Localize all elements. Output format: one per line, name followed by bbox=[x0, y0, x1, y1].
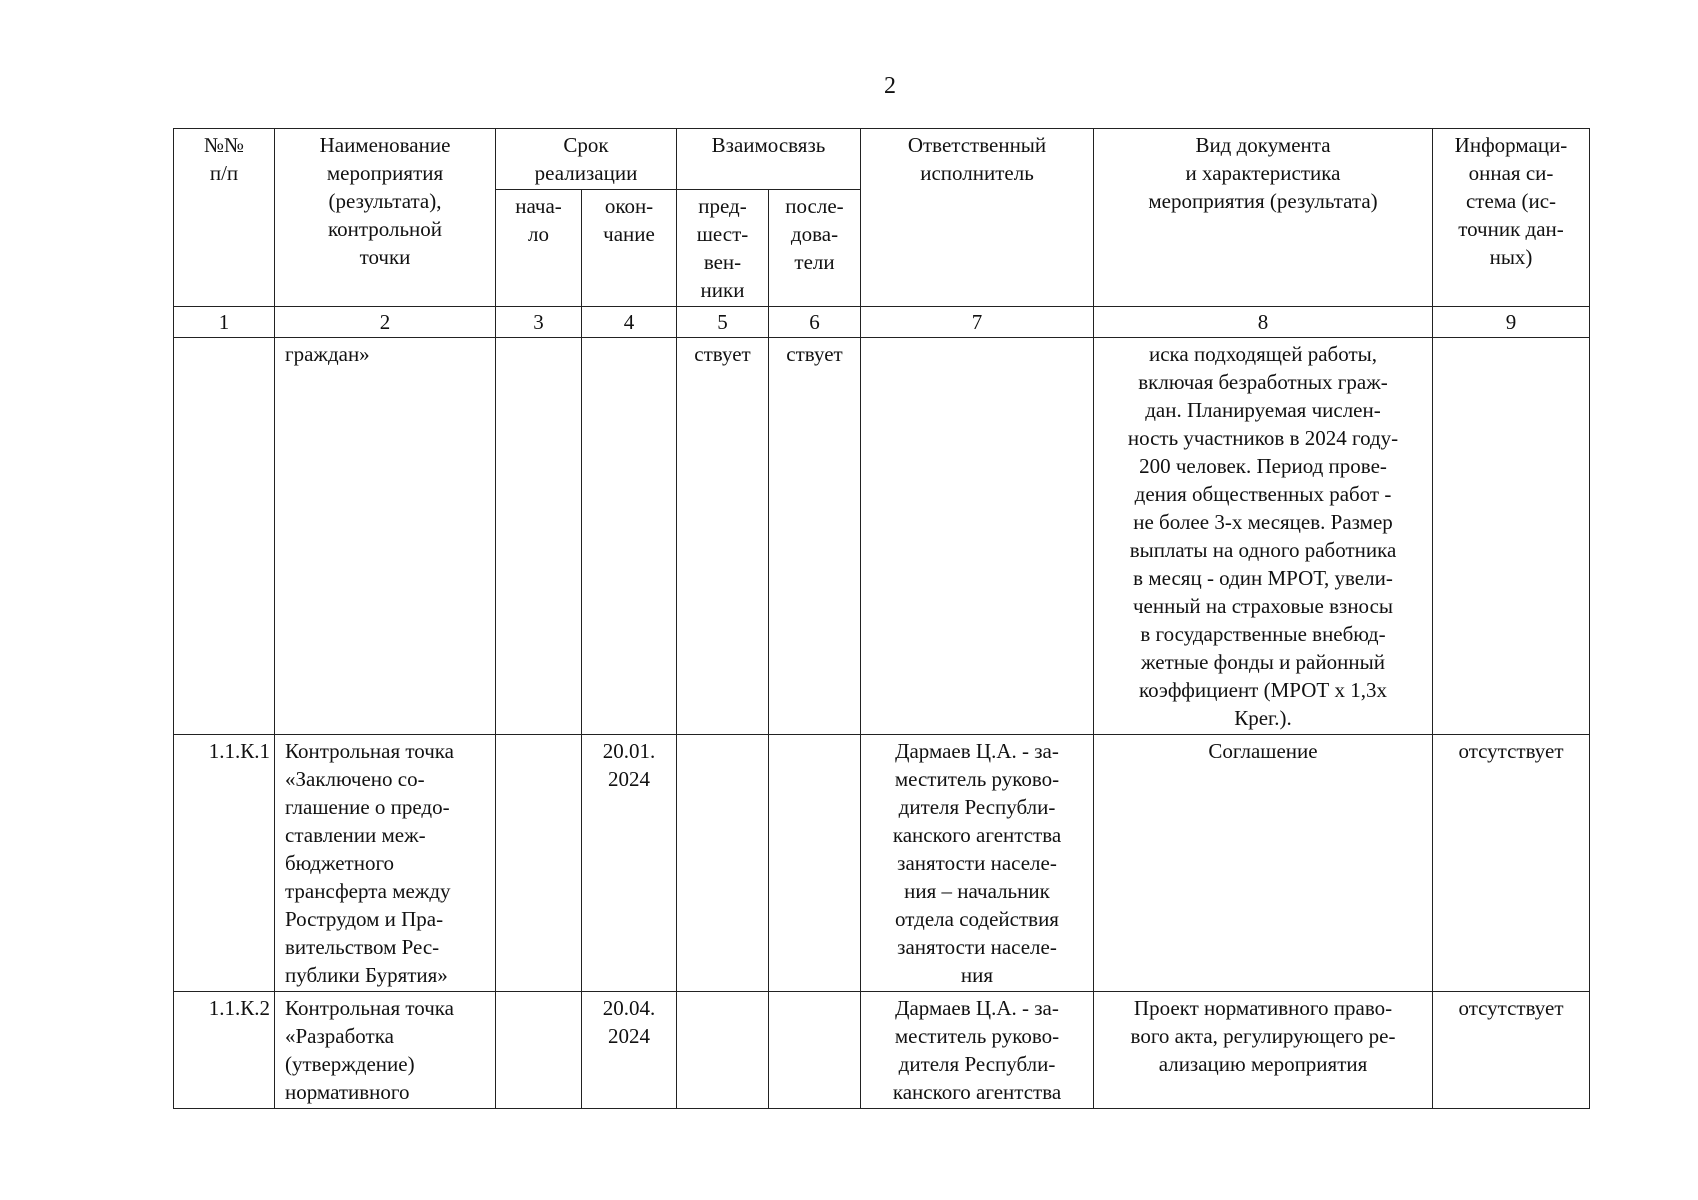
table-row bbox=[174, 735, 1590, 992]
row-link-next bbox=[769, 992, 861, 1109]
row-term-start bbox=[496, 735, 582, 992]
header-term-group: Срок реализации bbox=[496, 129, 677, 190]
header-term-end: окон- чание bbox=[582, 190, 677, 307]
plan-table bbox=[173, 128, 1590, 1109]
table-row bbox=[174, 992, 1590, 1109]
row-term-end: 20.01. 2024 bbox=[582, 735, 677, 992]
column-numbers-row bbox=[174, 307, 1590, 338]
row-link-prev bbox=[677, 992, 769, 1109]
table-row bbox=[174, 338, 1590, 735]
header-row-1 bbox=[174, 129, 1590, 190]
row-responsible bbox=[861, 338, 1094, 735]
row-event-name: граждан» bbox=[275, 338, 496, 735]
header-event-name: Наименование мероприятия (результата), контрольной точки bbox=[275, 129, 496, 307]
column-number: 8 bbox=[1094, 307, 1433, 338]
row-number: 1.1.К.2 bbox=[174, 992, 275, 1109]
column-number: 9 bbox=[1433, 307, 1590, 338]
header-document-type: Вид документа и характеристика мероприятия (результата) bbox=[1094, 129, 1433, 307]
row-link-next bbox=[769, 735, 861, 992]
column-number: 7 bbox=[861, 307, 1094, 338]
row-term-start bbox=[496, 338, 582, 735]
column-number: 4 bbox=[582, 307, 677, 338]
row-number: 1.1.К.1 bbox=[174, 735, 275, 992]
header-link-group: Взаимосвязь bbox=[677, 129, 861, 190]
column-number: 3 bbox=[496, 307, 582, 338]
page-number: 2 bbox=[884, 73, 896, 99]
column-number: 6 bbox=[769, 307, 861, 338]
row-event-name: Контрольная точка «Разработка (утверждение) нормативного bbox=[275, 992, 496, 1109]
column-number: 1 bbox=[174, 307, 275, 338]
header-info-system: Информаци- онная си- стема (ис- точник дан- ных) bbox=[1433, 129, 1590, 307]
row-link-prev: ствует bbox=[677, 338, 769, 735]
row-info-system: отсутствует bbox=[1433, 992, 1590, 1109]
row-link-prev bbox=[677, 735, 769, 992]
row-info-system bbox=[1433, 338, 1590, 735]
header-link-prev: пред- шест- вен- ники bbox=[677, 190, 769, 307]
column-number: 2 bbox=[275, 307, 496, 338]
row-document-type: иска подходящей работы, включая безработных граж- дан. Планируемая числен- ность участников в 2024 году- 200 человек. Период прове- дения общественных работ - не более 3-х месяцев. Размер выплаты на одного работника в месяц - один МРОТ, увели- ченный на страховые взносы в государственные внебюд- жетные фонды и районный коэффициент (МРОТ х 1,3х Крег.). bbox=[1094, 338, 1433, 735]
header-responsible: Ответственный исполнитель bbox=[861, 129, 1094, 307]
row-term-end bbox=[582, 338, 677, 735]
header-term-start: нача- ло bbox=[496, 190, 582, 307]
row-document-type: Проект нормативного право- вого акта, регулирующего ре- ализацию мероприятия bbox=[1094, 992, 1433, 1109]
row-info-system: отсутствует bbox=[1433, 735, 1590, 992]
row-term-end: 20.04. 2024 bbox=[582, 992, 677, 1109]
row-responsible: Дармаев Ц.А. - за- меститель руково- дителя Республи- канского агентства bbox=[861, 992, 1094, 1109]
header-link-next: после- дова- тели bbox=[769, 190, 861, 307]
row-document-type: Соглашение bbox=[1094, 735, 1433, 992]
row-link-next: ствует bbox=[769, 338, 861, 735]
row-number bbox=[174, 338, 275, 735]
row-term-start bbox=[496, 992, 582, 1109]
row-event-name: Контрольная точка «Заключено со- глашение о предо- ставлении меж- бюджетного трансферта между Рострудом и Пра- вительством Рес- публики Бурятия» bbox=[275, 735, 496, 992]
column-number: 5 bbox=[677, 307, 769, 338]
row-responsible: Дармаев Ц.А. - за- меститель руково- дителя Республи- канского агентства занятости населе- ния – начальник отдела содействия занятости населе- ния bbox=[861, 735, 1094, 992]
header-number: №№ п/п bbox=[174, 129, 275, 307]
